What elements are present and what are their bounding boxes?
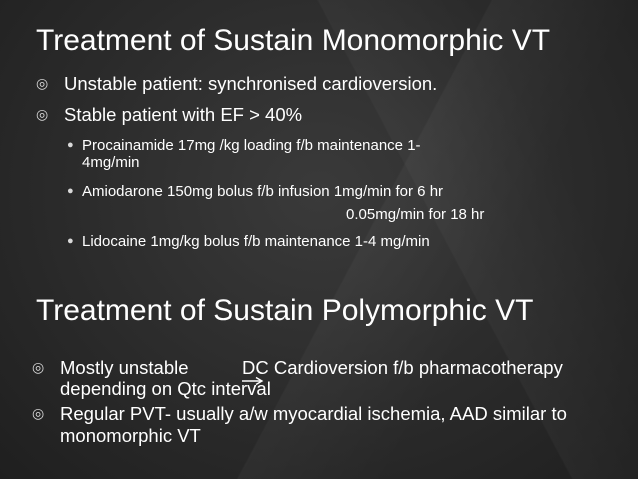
sub-item-text-cont: 4mg/min bbox=[82, 154, 140, 171]
arrow-icon bbox=[242, 376, 264, 386]
bullet-item-mostly-unstable bbox=[32, 357, 189, 379]
bullet-text: Stable patient with EF > 40% bbox=[64, 104, 303, 125]
bullet-text-dc-cardioversion: DC Cardioversion f/b pharmacotherapy bbox=[242, 357, 563, 378]
sub-item-text: Amiodarone 150mg bolus f/b infusion 1mg/min for 6 hr bbox=[82, 183, 444, 200]
slide-title-monomorphic: Treatment of Sustain Monomorphic VT bbox=[36, 24, 551, 57]
sub-item-amiodarone-cont: 0.05mg/min for 18 hr bbox=[346, 206, 485, 223]
bullet-text-qtc: depending on Qtc interval bbox=[60, 378, 271, 399]
bullet-icon: ◎ bbox=[36, 106, 49, 122]
sub-item-text: Lidocaine 1mg/kg bolus f/b maintenance 1-4 mg/min bbox=[82, 233, 430, 250]
sub-item-procainamide bbox=[67, 137, 421, 171]
bullet-icon: ◎ bbox=[36, 75, 49, 91]
sub-item-amiodarone bbox=[67, 183, 444, 200]
bullet-text-a: Mostly unstable bbox=[60, 357, 189, 378]
bullet-icon: ◎ bbox=[32, 405, 45, 421]
bullet-item-regular-pvt bbox=[32, 403, 567, 447]
bullet-item-stable bbox=[36, 104, 303, 126]
sub-item-lidocaine bbox=[67, 233, 430, 250]
slide-title-polymorphic: Treatment of Sustain Polymorphic VT bbox=[36, 294, 534, 327]
bullet-icon: ◎ bbox=[32, 359, 45, 375]
bullet-item-unstable bbox=[36, 73, 438, 95]
sub-bullet-icon: ● bbox=[67, 185, 74, 197]
bullet-text: Unstable patient: synchronised cardioversion. bbox=[64, 73, 438, 94]
bullet-text-cont: monomorphic VT bbox=[60, 425, 201, 446]
sub-bullet-icon: ● bbox=[67, 139, 74, 151]
bullet-text: Regular PVT- usually a/w myocardial ischemia, AAD similar to bbox=[60, 403, 567, 424]
sub-item-text: Procainamide 17mg /kg loading f/b maintenance 1- bbox=[82, 137, 421, 154]
sub-bullet-icon: ● bbox=[67, 235, 74, 247]
